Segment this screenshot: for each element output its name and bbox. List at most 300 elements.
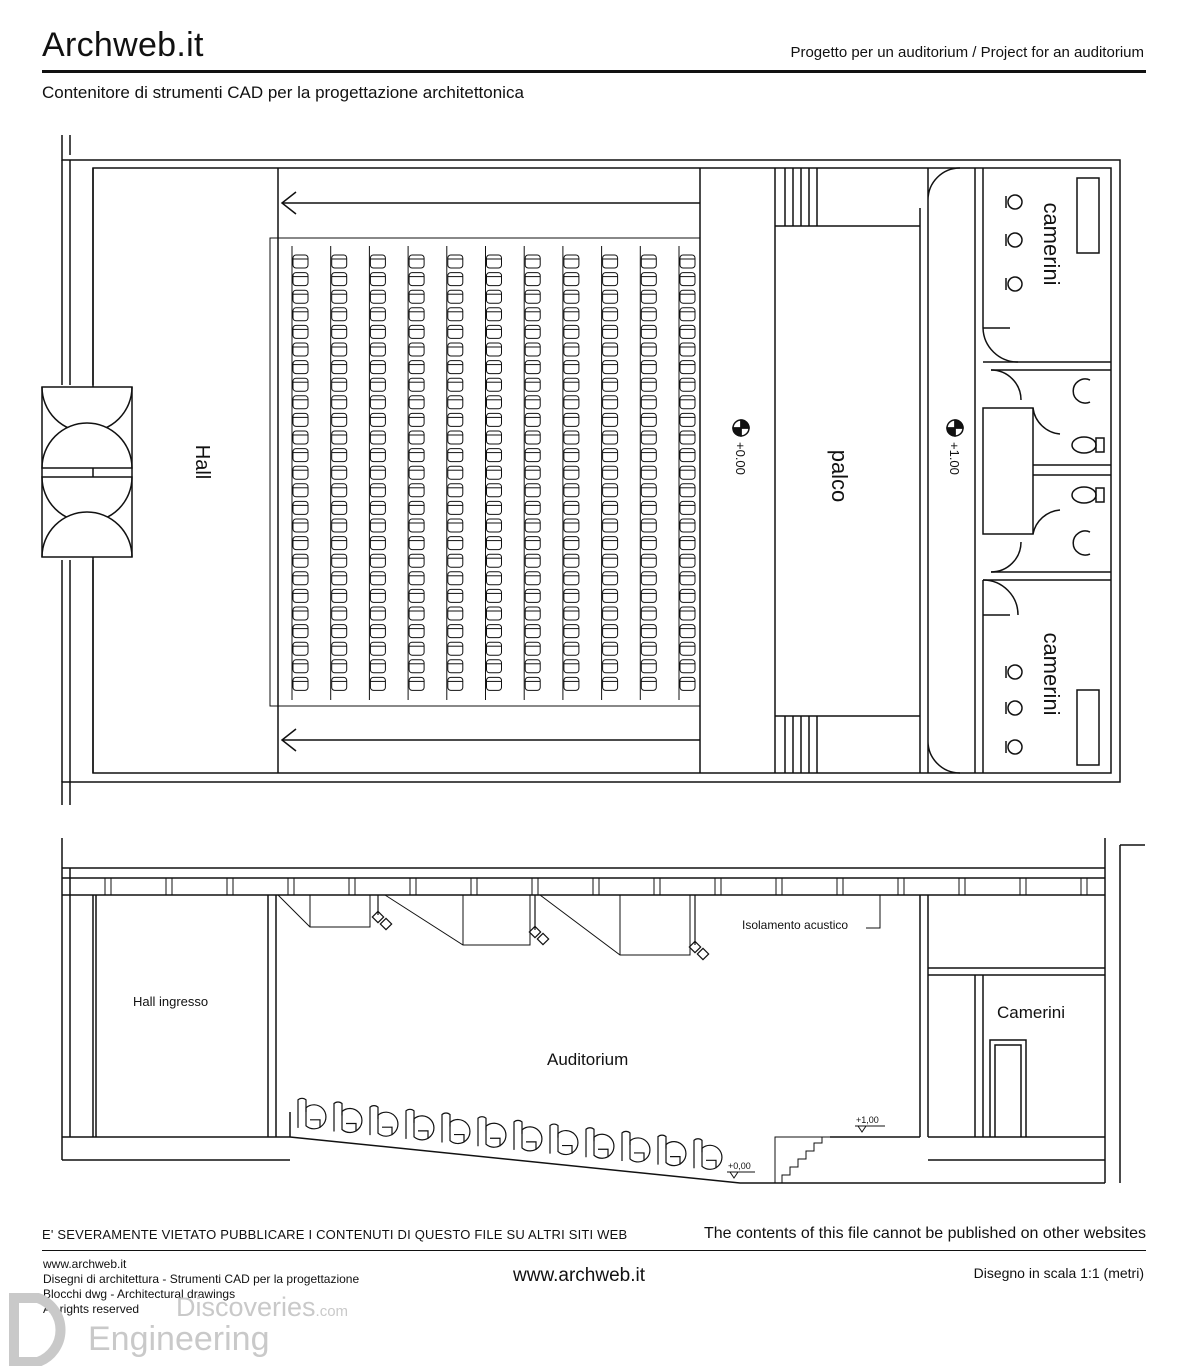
seat: [564, 589, 579, 602]
seat-grid: [292, 246, 695, 700]
watermark-subtitle: Engineering: [88, 1320, 270, 1358]
seat: [409, 325, 424, 338]
roof-rib: [1020, 878, 1026, 895]
section-seat: [478, 1117, 506, 1148]
roof-rib: [593, 878, 599, 895]
seat: [448, 413, 463, 426]
seat: [680, 572, 695, 585]
roof-rib: [288, 878, 294, 895]
seat: [641, 290, 656, 303]
seat: [293, 572, 308, 585]
seat: [409, 484, 424, 497]
hall-entry-label: Hall ingresso: [133, 994, 209, 1009]
seat: [564, 466, 579, 479]
seat: [680, 519, 695, 532]
seat: [332, 501, 347, 514]
seat: [370, 677, 385, 690]
seat: [487, 361, 502, 374]
seat: [525, 255, 540, 268]
seat: [370, 413, 385, 426]
seat: [409, 361, 424, 374]
seat: [641, 449, 656, 462]
section-seat: [442, 1113, 470, 1144]
seat: [641, 343, 656, 356]
roof-rib: [1081, 878, 1087, 895]
seat: [448, 572, 463, 585]
seat: [487, 572, 502, 585]
page-subtitle: Contenitore di strumenti CAD per la progettazione architettonica: [42, 83, 524, 102]
seat: [564, 308, 579, 321]
seat: [564, 625, 579, 638]
seat: [487, 378, 502, 391]
seat: [332, 343, 347, 356]
seat: [448, 537, 463, 550]
section-seat: [514, 1120, 542, 1151]
seat: [370, 625, 385, 638]
footer-divider: [42, 1250, 1146, 1251]
seat: [641, 325, 656, 338]
seat: [564, 431, 579, 444]
seat: [448, 677, 463, 690]
roof-rib: [349, 878, 355, 895]
seat: [409, 413, 424, 426]
seat: [603, 290, 618, 303]
seat: [641, 378, 656, 391]
seat: [641, 642, 656, 655]
footer-line: www.archweb.it: [43, 1257, 127, 1271]
seat: [370, 325, 385, 338]
seat: [603, 378, 618, 391]
roof-rib: [837, 878, 843, 895]
seat: [293, 308, 308, 321]
seat: [603, 484, 618, 497]
scale-note: Disegno in scala 1:1 (metri): [973, 1265, 1144, 1281]
seat: [370, 290, 385, 303]
roof-rib: [471, 878, 477, 895]
seat: [525, 501, 540, 514]
seat: [487, 431, 502, 444]
seat: [680, 660, 695, 673]
seat: [603, 677, 618, 690]
dressing-label-bottom: camerini: [1039, 632, 1064, 716]
seat: [487, 660, 502, 673]
section-seat: [586, 1128, 614, 1159]
roof-rib: [776, 878, 782, 895]
seat: [409, 519, 424, 532]
seat: [525, 378, 540, 391]
seat: [448, 343, 463, 356]
seat: [680, 325, 695, 338]
seat: [525, 554, 540, 567]
seat: [487, 308, 502, 321]
seat: [641, 413, 656, 426]
seat: [680, 378, 695, 391]
seat: [603, 343, 618, 356]
seat: [332, 396, 347, 409]
seat: [332, 572, 347, 585]
roof-rib: [166, 878, 172, 895]
seat: [680, 343, 695, 356]
seat: [293, 396, 308, 409]
seat: [603, 519, 618, 532]
seat: [680, 677, 695, 690]
seat: [293, 625, 308, 638]
seat: [525, 484, 540, 497]
seat: [293, 660, 308, 673]
seat: [370, 589, 385, 602]
seat: [448, 484, 463, 497]
seat: [603, 325, 618, 338]
seat: [448, 625, 463, 638]
seat: [525, 589, 540, 602]
seat: [487, 255, 502, 268]
seat: [641, 589, 656, 602]
seat: [332, 537, 347, 550]
seat: [370, 484, 385, 497]
seat: [680, 308, 695, 321]
seat: [293, 255, 308, 268]
watermark-logo-icon: [8, 1290, 98, 1366]
level-marker-floor: [733, 420, 749, 436]
roof-rib: [715, 878, 721, 895]
seat: [680, 625, 695, 638]
watermark: [8, 1290, 408, 1366]
seat: [525, 308, 540, 321]
stage: [775, 168, 960, 773]
seat: [487, 343, 502, 356]
seat: [603, 273, 618, 286]
seat: [370, 308, 385, 321]
seat: [370, 361, 385, 374]
seat: [680, 449, 695, 462]
seat: [293, 273, 308, 286]
seat: [564, 554, 579, 567]
seat: [641, 537, 656, 550]
seat: [487, 484, 502, 497]
seat: [525, 325, 540, 338]
seat: [564, 273, 579, 286]
seat: [680, 501, 695, 514]
seat: [448, 273, 463, 286]
footer-line: All rights reserved: [43, 1302, 140, 1316]
seat: [409, 572, 424, 585]
seat: [525, 396, 540, 409]
seat: [487, 290, 502, 303]
seat: [409, 290, 424, 303]
seat: [370, 466, 385, 479]
seat: [603, 625, 618, 638]
seat: [564, 484, 579, 497]
seat: [603, 255, 618, 268]
seat: [641, 572, 656, 585]
level-floor-label: +0.00: [733, 442, 748, 475]
seat: [409, 273, 424, 286]
seat: [564, 343, 579, 356]
seat: [603, 501, 618, 514]
seat: [525, 361, 540, 374]
watermark-name: Discoveries.com: [176, 1292, 349, 1322]
seat: [332, 554, 347, 567]
seat: [487, 449, 502, 462]
seat: [680, 361, 695, 374]
section-seat: [334, 1102, 362, 1133]
seat: [332, 308, 347, 321]
seat: [487, 642, 502, 655]
seat: [603, 642, 618, 655]
roof-rib: [654, 878, 660, 895]
seat: [680, 290, 695, 303]
seat: [448, 308, 463, 321]
footer-website-link[interactable]: www.archweb.it: [513, 1265, 645, 1286]
seat: [680, 273, 695, 286]
roof-ribs: [105, 878, 1087, 895]
auditorium-label: Auditorium: [547, 1050, 629, 1069]
seat: [332, 660, 347, 673]
seat: [332, 273, 347, 286]
seat: [564, 660, 579, 673]
seat: [448, 290, 463, 303]
seat: [525, 642, 540, 655]
notice-english: The contents of this file cannot be published on other websites: [703, 1225, 1146, 1242]
seat: [293, 449, 308, 462]
seat: [332, 466, 347, 479]
seat: [564, 449, 579, 462]
seat: [564, 537, 579, 550]
seat: [409, 343, 424, 356]
seat: [409, 466, 424, 479]
acoustic-label: Isolamento acustico: [742, 918, 849, 932]
seat: [370, 273, 385, 286]
seat: [487, 677, 502, 690]
seat: [409, 431, 424, 444]
seat: [680, 554, 695, 567]
seat: [564, 290, 579, 303]
seat: [332, 625, 347, 638]
seat: [409, 255, 424, 268]
seat: [487, 519, 502, 532]
seat: [332, 607, 347, 620]
seat: [641, 484, 656, 497]
seat: [641, 660, 656, 673]
seat: [448, 255, 463, 268]
seat: [680, 484, 695, 497]
seat: [641, 255, 656, 268]
seat: [332, 255, 347, 268]
seat: [448, 589, 463, 602]
seat: [564, 413, 579, 426]
roof-rib: [410, 878, 416, 895]
seat: [332, 484, 347, 497]
seat: [487, 501, 502, 514]
seat: [409, 396, 424, 409]
seat: [448, 325, 463, 338]
seat: [370, 378, 385, 391]
seat: [409, 378, 424, 391]
cross-section: [62, 838, 1145, 1183]
seat: [641, 607, 656, 620]
seat: [641, 396, 656, 409]
seat: [641, 677, 656, 690]
seat: [525, 290, 540, 303]
seat: [409, 660, 424, 673]
seat: [603, 554, 618, 567]
project-title: Progetto per un auditorium / Project for an auditorium: [790, 44, 1144, 61]
seat: [409, 537, 424, 550]
seat: [564, 519, 579, 532]
seat: [332, 361, 347, 374]
seat: [332, 449, 347, 462]
seat: [332, 642, 347, 655]
seat: [370, 572, 385, 585]
section-seat: [550, 1124, 578, 1155]
seat: [525, 449, 540, 462]
seat: [448, 501, 463, 514]
seat: [487, 466, 502, 479]
seat: [603, 466, 618, 479]
projectors: [372, 895, 708, 960]
seat: [370, 607, 385, 620]
section-seat: [622, 1131, 650, 1162]
seat: [409, 501, 424, 514]
seat: [370, 343, 385, 356]
seat: [332, 589, 347, 602]
seat: [487, 625, 502, 638]
seat: [564, 572, 579, 585]
seat: [370, 554, 385, 567]
seat: [680, 466, 695, 479]
seat: [641, 519, 656, 532]
seat: [564, 607, 579, 620]
seat: [641, 308, 656, 321]
seat: [525, 273, 540, 286]
seat: [293, 677, 308, 690]
seat: [332, 431, 347, 444]
seat: [370, 431, 385, 444]
seat: [641, 431, 656, 444]
seat: [487, 413, 502, 426]
seat: [293, 501, 308, 514]
seat: [293, 519, 308, 532]
entrance-doors: [42, 387, 132, 557]
seat: [641, 625, 656, 638]
seat: [293, 484, 308, 497]
seat: [525, 537, 540, 550]
seat: [603, 537, 618, 550]
seat: [293, 431, 308, 444]
seat: [680, 255, 695, 268]
seat: [370, 537, 385, 550]
seat: [603, 308, 618, 321]
seat: [487, 537, 502, 550]
roof-rib: [532, 878, 538, 895]
roof-rib: [105, 878, 111, 895]
seat: [293, 343, 308, 356]
seat: [525, 660, 540, 673]
seat: [525, 625, 540, 638]
seat: [409, 449, 424, 462]
seat: [409, 589, 424, 602]
seat: [409, 607, 424, 620]
seat: [293, 325, 308, 338]
seat: [293, 642, 308, 655]
section-seats: [298, 1098, 722, 1169]
seat: [293, 466, 308, 479]
roof-rib: [898, 878, 904, 895]
seat: [409, 554, 424, 567]
seat: [409, 308, 424, 321]
seat: [525, 572, 540, 585]
seat: [448, 378, 463, 391]
seat: [293, 589, 308, 602]
section-level-floor: +0,00: [728, 1161, 751, 1171]
seat: [448, 642, 463, 655]
seat: [641, 466, 656, 479]
seat: [603, 431, 618, 444]
seat: [409, 625, 424, 638]
seat: [332, 677, 347, 690]
seat: [370, 660, 385, 673]
seat: [332, 413, 347, 426]
seat: [332, 325, 347, 338]
seat: [525, 677, 540, 690]
seat: [448, 554, 463, 567]
seat: [448, 449, 463, 462]
seat: [564, 255, 579, 268]
seat: [564, 361, 579, 374]
seat: [603, 589, 618, 602]
seat: [525, 413, 540, 426]
seat: [370, 642, 385, 655]
seat: [370, 519, 385, 532]
seat: [564, 677, 579, 690]
seat: [603, 361, 618, 374]
seat: [603, 413, 618, 426]
seat: [564, 396, 579, 409]
seat: [487, 325, 502, 338]
seat: [641, 554, 656, 567]
section-level-stage: +1,00: [856, 1115, 879, 1125]
section-seat: [694, 1139, 722, 1170]
hall-label: Hall: [191, 444, 213, 480]
roof-rib: [959, 878, 965, 895]
seat: [680, 413, 695, 426]
seat: [487, 396, 502, 409]
seat: [680, 537, 695, 550]
seat: [448, 361, 463, 374]
seat: [293, 554, 308, 567]
section-seat: [370, 1106, 398, 1137]
seat: [448, 519, 463, 532]
seat: [448, 396, 463, 409]
seat: [370, 449, 385, 462]
seat: [603, 607, 618, 620]
seat: [370, 501, 385, 514]
stage-label: palco: [827, 449, 852, 503]
seat: [680, 431, 695, 444]
seat: [409, 677, 424, 690]
seat: [564, 501, 579, 514]
section-seat: [658, 1135, 686, 1166]
seat: [525, 431, 540, 444]
seat: [293, 607, 308, 620]
seat: [448, 431, 463, 444]
seat: [332, 519, 347, 532]
section-seat: [298, 1098, 326, 1129]
seat: [525, 607, 540, 620]
seat: [332, 378, 347, 391]
seat: [680, 396, 695, 409]
seat: [448, 607, 463, 620]
